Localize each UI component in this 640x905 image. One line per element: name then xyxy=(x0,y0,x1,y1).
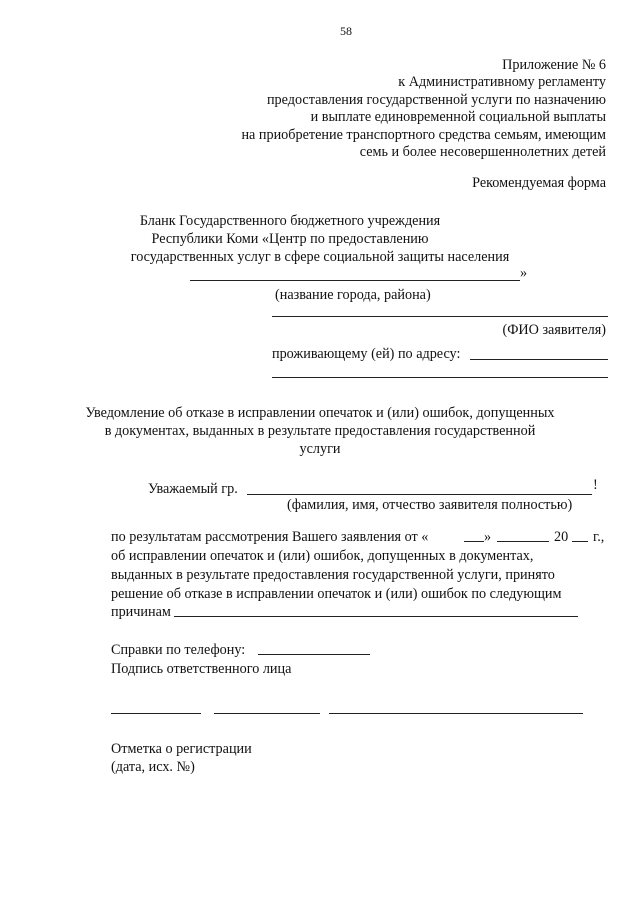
appendix-line-3: и выплате единовременной социальной выплаты xyxy=(310,109,606,125)
signature-underline-3 xyxy=(329,713,583,714)
city-caption: (название города, района) xyxy=(275,287,431,303)
signature-underline-2 xyxy=(214,713,320,714)
body-line-1c: 20 xyxy=(554,529,569,545)
address-underline-2 xyxy=(272,377,608,378)
notice-title-line-2: в документах, выданных в результате предоставления государственной xyxy=(104,423,536,439)
phone-label: Справки по телефону: xyxy=(111,642,246,658)
day-underline xyxy=(464,541,484,542)
phone-underline xyxy=(258,654,370,655)
notice-title-line-1: Уведомление об отказе в исправлении опечаток и (или) ошибок, допущенных xyxy=(85,405,555,421)
institution-line-2: Республики Коми «Центр по предоставлению xyxy=(151,231,429,247)
body-line-2: об исправлении опечаток и (или) ошибок, допущенных в документах, xyxy=(111,548,534,564)
fio-caption: (ФИО заявителя) xyxy=(502,322,606,338)
year-underline xyxy=(572,541,588,542)
registration-line-2: (дата, исх. №) xyxy=(111,759,195,775)
notice-title-line-3: услуги xyxy=(299,441,341,457)
body-line-3: выданных в результате предоставления государственной услуги, принято xyxy=(111,567,555,583)
body-line-5: причинам xyxy=(111,604,171,620)
greeting-exclamation: ! xyxy=(593,477,598,493)
appendix-line-4: на приобретение транспортного средства семьям, имеющим xyxy=(241,127,606,143)
address-label: проживающему (ей) по адресу: xyxy=(272,346,461,362)
page-number: 58 xyxy=(340,24,352,38)
registration-line-1: Отметка о регистрации xyxy=(111,741,252,757)
body-line-1a: по результатам рассмотрения Вашего заявления от « xyxy=(111,529,429,545)
appendix-line-5: семь и более несовершеннолетних детей xyxy=(359,144,606,160)
body-line-1b: » xyxy=(484,529,492,545)
body-line-4: решение об отказе в исправлении опечаток и (или) ошибок по следующим xyxy=(111,586,562,602)
month-underline xyxy=(497,541,549,542)
recommended-form-label: Рекомендуемая форма xyxy=(472,175,606,191)
closing-quote: » xyxy=(520,265,528,281)
reasons-underline xyxy=(174,616,578,617)
institution-line-1: Бланк Государственного бюджетного учреждения xyxy=(139,213,441,229)
appendix-title: Приложение № 6 xyxy=(502,57,606,73)
appendix-line-2: предоставления государственной услуги по назначению xyxy=(266,92,606,108)
signature-label: Подпись ответственного лица xyxy=(111,661,292,677)
greeting-caption: (фамилия, имя, отчество заявителя полностью) xyxy=(287,497,573,513)
city-underline xyxy=(190,280,520,281)
address-underline-1 xyxy=(470,359,608,360)
fio-underline xyxy=(272,316,608,317)
body-line-1d: г., xyxy=(593,529,605,545)
greeting-underline xyxy=(247,494,592,495)
greeting-label: Уважаемый гр. xyxy=(148,481,238,497)
signature-underline-1 xyxy=(111,713,201,714)
appendix-line-1: к Административному регламенту xyxy=(398,74,606,90)
institution-line-3: государственных услуг в сфере социальной защиты населения xyxy=(130,249,510,265)
